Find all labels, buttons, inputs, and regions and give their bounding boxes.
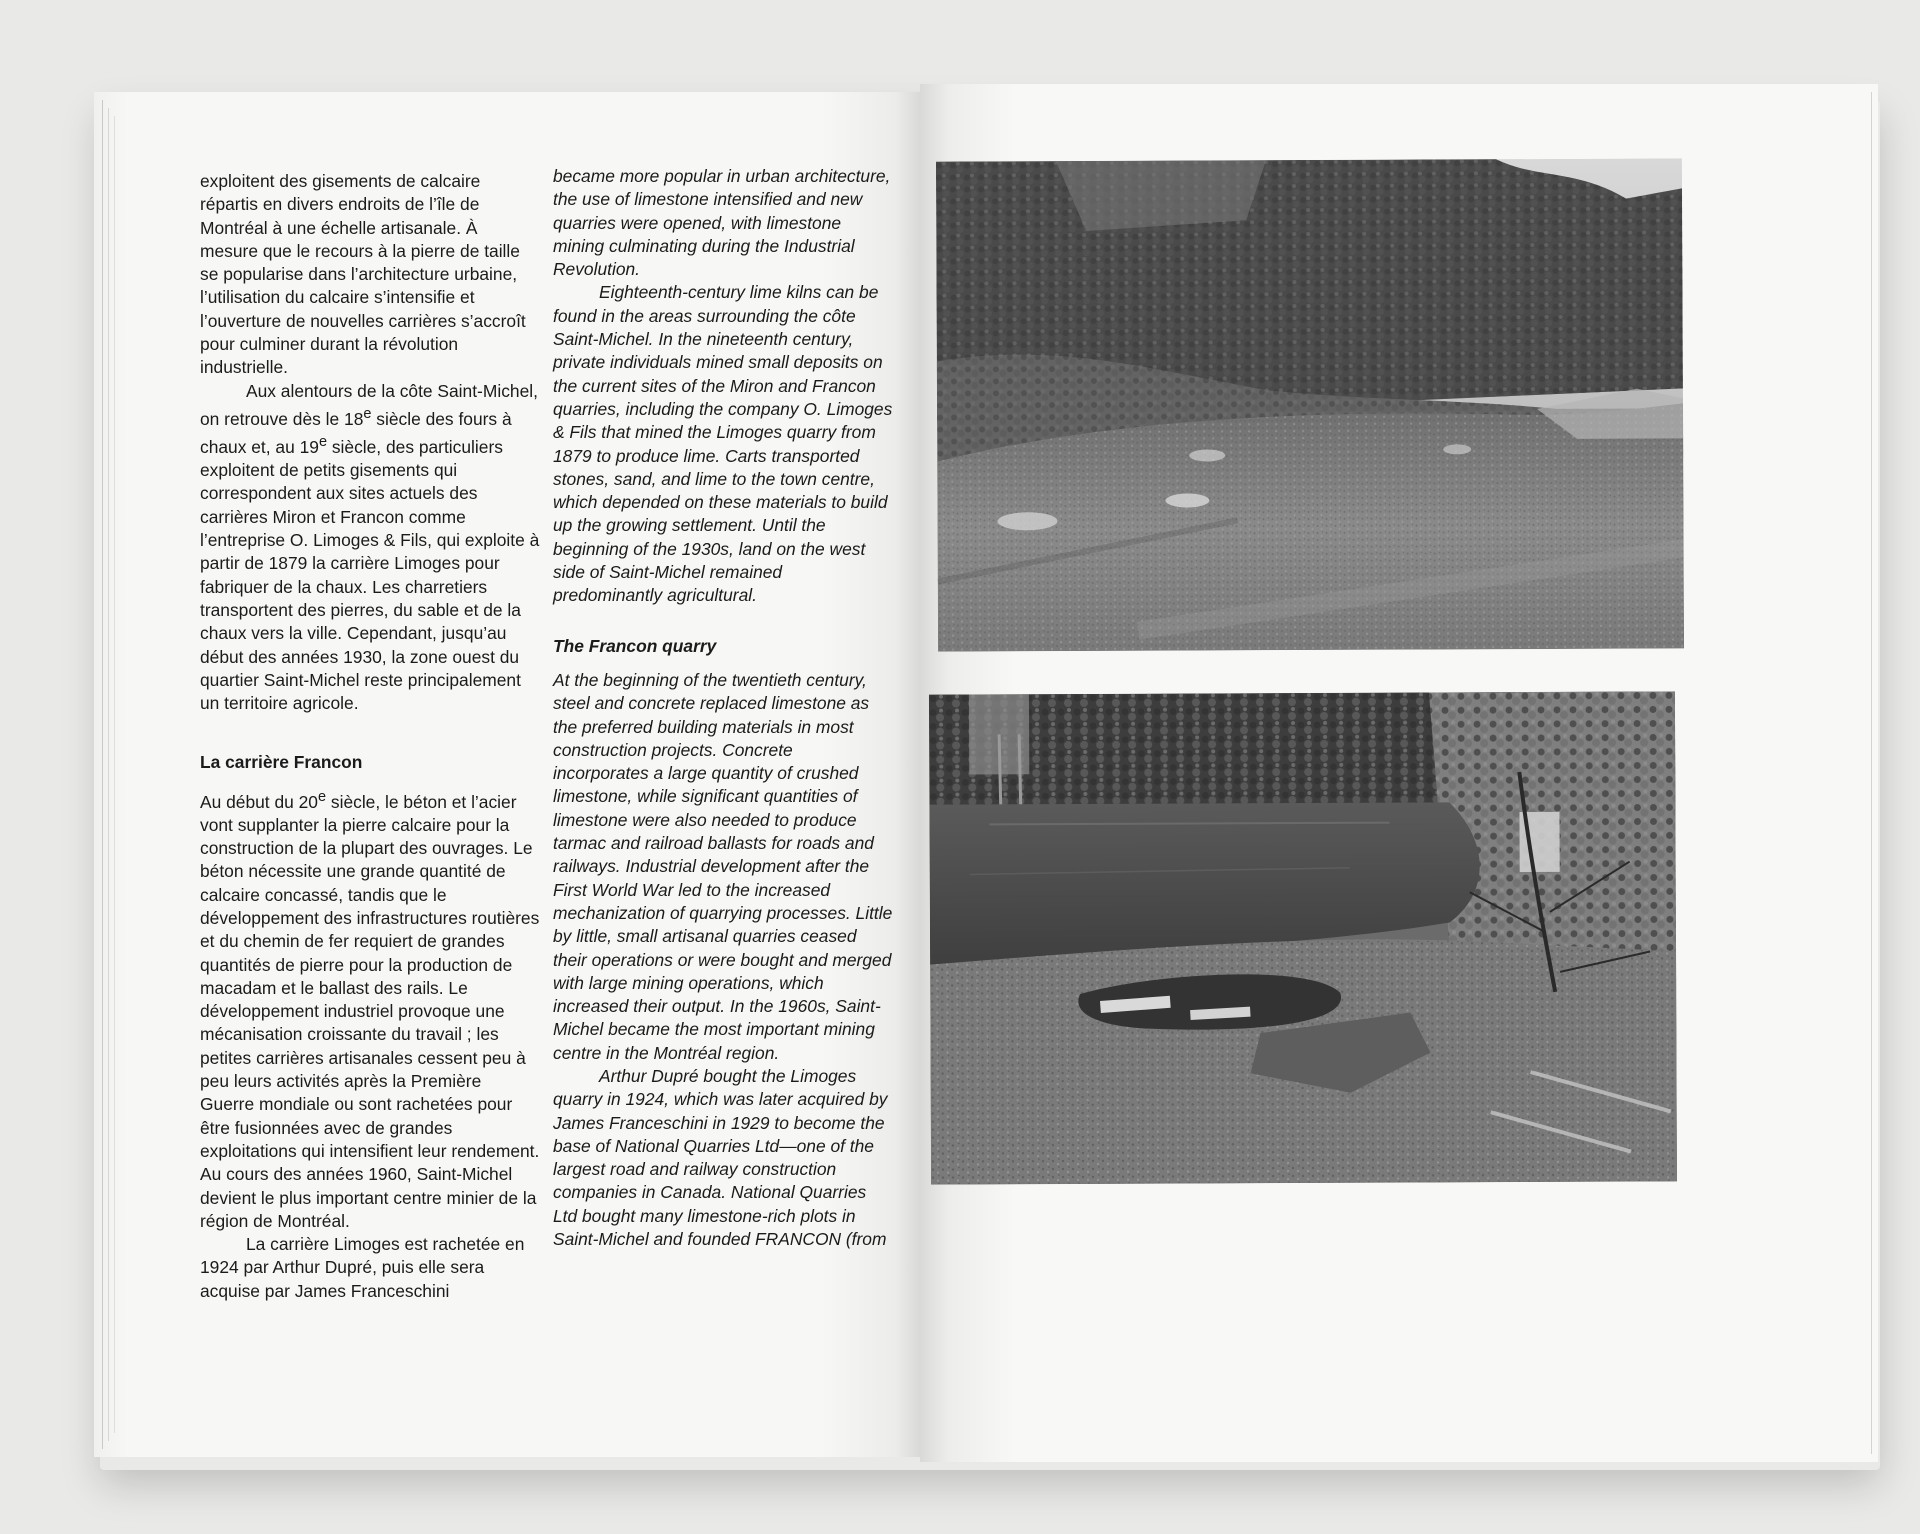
text-run: siècle, le béton et l’acier vont supplanter la pierre calcaire pour la construction de la plupart des ouvrages. Le béton nécessite une grande quantité de calcaire concassé, tandis que le développement des infrastructures routières et du chemin de fer requiert de grandes quantités de pierre pour la production de macadam et le ballast des rails. Le développement industriel provoque une mécanisation croissante du travail ; les petites carrières artisanales cessent peu à peu leurs activités après la Première Guerre mondiale ou sont rachetées pour être fusionnées avec de grandes exploitations qui intensifient leur rendement. Au cours des années 1960, Saint-Michel devient le plus important centre minier de la région de Montréal. [200,791,540,1231]
page-edge-line [1871,92,1872,1454]
landscape-image-icon [929,691,1677,1184]
text-run: siècle des fours à chaux et, au 19 [200,408,512,457]
page-edge-line [108,108,109,1441]
english-paragraph: At the beginning of the twentieth century, steel and concrete replaced limestone as the preferred building materials in most construction projects. Concrete incorporates a large quantity of crushed limestone, while significant quantities of limestone were also needed to produce tarmac and railroad ballasts for roads and railways. Industrial development after the First World War led to the increased mechanization of quarrying processes. Little by little, small artisanal quarries ceased their operations or were bought and merged with large mining operations, which increased their output. In the 1960s, Saint-Michel became the most important mining centre in the Montréal region. [553,669,893,1063]
english-paragraph: became more popular in urban architecture, the use of limestone intensified and new quarries were opened, with limestone mining culminating during the Industrial Revolution. [553,166,891,280]
landscape-image-icon [936,158,1684,651]
quarry-pond-photo [929,691,1677,1184]
english-paragraph: Eighteenth-century lime kilns can be found in the areas surrounding the côte Saint-Michel. In the nineteenth century, private individuals mined small deposits on the current sites of the Miron and Francon quarries, including the company O. Limoges & Fils that mined the Limoges quarry from 1879 to produce lime. Carts transported stones, sand, and lime to the town centre, which depended on these materials to build up the growing settlement. Until the beginning of the 1930s, land on the west side of Saint-Michel remained predominantly agricultural. [553,282,893,606]
superscript: e [317,788,327,805]
page-edge-line [102,100,103,1449]
page-edge-line [114,116,115,1433]
french-paragraph: La carrière Limoges est rachetée en 1924 par Arthur Dupré, puis elle sera acquise par James Franceschini [200,1234,525,1301]
english-paragraph: Arthur Dupré bought the Limoges quarry in 1924, which was later acquired by James Franceschini in 1929 to become the base of National Quarries Ltd—one of the largest road and railway construction companies in Canada. National Quarries Ltd bought many limestone-rich plots in Saint-Michel and founded FRANCON (from [553,1065,888,1250]
english-text-column [553,165,893,1251]
section-heading-en: The Francon quarry [553,635,717,656]
text-run: Aux alentours de la côte Saint-Michel, on retrouve dès le 18 [200,380,538,429]
superscript: e [363,405,372,422]
section-heading-fr: La carrière Francon [200,752,363,773]
french-paragraph [200,380,540,716]
french-text-column [200,170,540,1303]
quarry-slope-photo [936,158,1684,651]
superscript: e [318,434,328,451]
text-run: Au début du 20 [200,791,318,812]
text-run: siècle, des particuliers exploitent de petits gisements qui correspondent aux sites actuels des carrières Miron et Francon comme l’entreprise O. Limoges & Fils, qui exploite à partir de 1879 la carrière Limoges pour fabriquer de la chaux. Les charretiers transportent des pierres, du sable et de la chaux vers la ville. Cependant, jusqu’au début des années 1930, la zone ouest du quartier Saint-Michel reste principalement un territoire agricole. [200,436,540,714]
french-paragraph [200,786,540,1233]
french-paragraph: exploitent des gisements de calcaire répartis en divers endroits de l’île de Montréal à une échelle artisanale. À mesure que le recours à la pierre de taille se popularise dans l’architecture urbaine, l’utilisation du calcaire s’intensifie et l’ouverture de nouvelles carrières s’accroît pour culminer durant la révolution industrielle. [200,171,526,378]
